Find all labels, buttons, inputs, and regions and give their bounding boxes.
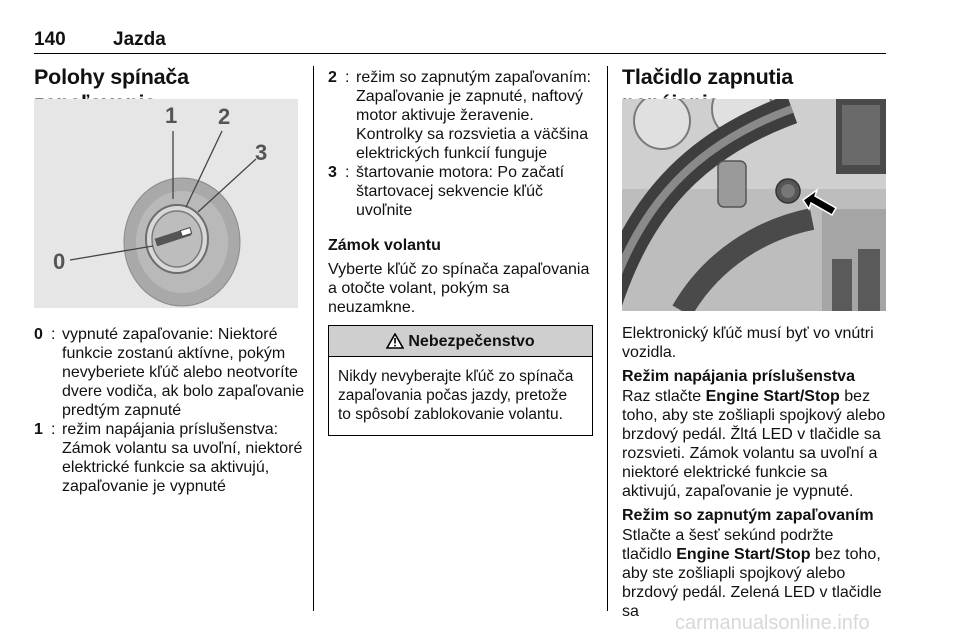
steering-lock-text: Vyberte kľúč zo spínača zapaľovania a otočte volant, pokým sa neuzamkne. [328, 261, 590, 316]
ignition-on-text: Stlačte a šesť sekúnd podržte tlačidlo Engine Start/Stop bez toho, aby ste zošliapli spojkový alebo brzdový pedál. Zelená LED v tlačidle sa [622, 527, 882, 620]
warning-title: Nebezpečenstvo [408, 332, 535, 350]
list-item: 2 : režim so zapnutým zapaľovaním: Zapaľovanie je zapnuté, naftový motor aktivuje žeravenie. Kontrolky sa rozsvietia a väčšina elektrických funkcií funguje [328, 68, 593, 163]
power-button-figure [622, 99, 886, 311]
column-divider [313, 66, 314, 611]
watermark: carmanualsonline.info [675, 612, 870, 634]
middle-column [328, 68, 593, 436]
list-item: 1 : režim napájania príslušenstva: Zámok volantu sa uvoľní, niektoré elektrické funkcie sa aktivujú, zapaľovanie je vypnuté [34, 420, 309, 496]
figure-label-0: 0 [53, 249, 66, 274]
item-text: štartovanie motora: Po začatí štartovacej sekvencie kľúč uvoľnite [356, 164, 565, 219]
intro-text: Elektronický kľúč musí byť vo vnútri vozidla. [622, 325, 874, 361]
figure-label-2: 2 [218, 104, 231, 129]
left-items [34, 325, 309, 496]
accessory-mode-heading: Režim napájania príslušenstva [622, 368, 855, 385]
chapter-title: Jazda [113, 29, 166, 50]
item-text: režim napájania príslušenstva: Zámok volantu sa uvoľní, niektoré elektrické funkcie sa aktivujú, zapaľovanie je vypnuté [62, 421, 303, 495]
section-title-power-button: Tlačidlo zapnutia [622, 65, 794, 89]
steering-lock-heading: Zámok volantu [328, 237, 441, 254]
engine-start-stop-label: Engine Start/Stop [705, 388, 840, 405]
page-header [34, 29, 886, 54]
column-divider [607, 66, 608, 611]
section-title-ignition: Polohy spínača [34, 65, 189, 89]
right-body [622, 324, 887, 621]
ignition-switch-figure [34, 99, 298, 308]
list-item: 0 : vypnuté zapaľovanie: Niektoré funkcie zostanú aktívne, pokým nevyberiete kľúč alebo neotvoríte dvere vodiča, ak bolo zapaľovanie predtým zapnuté [34, 325, 309, 420]
ignition-on-heading: Režim so zapnutým zapaľovaním [622, 507, 874, 524]
warning-text: Nikdy nevyberajte kľúč zo spínača zapaľovania počas jazdy, pretože to spôsobí zablokovanie volantu. [338, 368, 574, 423]
item-text: režim so zapnutým zapaľovaním: Zapaľovanie je zapnuté, naftový motor aktivuje žeravenie. Kontrolky sa rozsvietia a väčšina elektrických funkcií funguje [356, 69, 591, 162]
figure-label-3: 3 [255, 140, 268, 165]
item-key: 3 [328, 164, 337, 181]
item-key: 1 [34, 421, 43, 438]
accessory-mode-text: Raz stlačte Engine Start/Stop bez toho, aby ste zošliapli spojkový alebo brzdový pedál. Žltá LED v tlačidle sa rozsvieti. Zámok volantu sa uvoľní a niektoré elektrické funkcie sa aktivujú, zapaľovanie je vypnuté. [622, 388, 886, 500]
item-key: 2 [328, 69, 337, 86]
figure-label-1: 1 [165, 103, 178, 128]
warning-triangle-icon [386, 333, 404, 349]
warning-box [328, 325, 593, 436]
item-key: 0 [34, 326, 43, 343]
warning-header [329, 326, 592, 357]
list-item: 3 : štartovanie motora: Po začatí štartovacej sekvencie kľúč uvoľnite [328, 163, 593, 220]
item-text: vypnuté zapaľovanie: Niektoré funkcie zostanú aktívne, pokým nevyberiete kľúč alebo neotvoríte dvere vodiča, ak bolo zapaľovanie predtým zapnuté [62, 326, 305, 419]
engine-start-stop-label: Engine Start/Stop [676, 546, 811, 563]
page-number: 140 [34, 29, 66, 50]
